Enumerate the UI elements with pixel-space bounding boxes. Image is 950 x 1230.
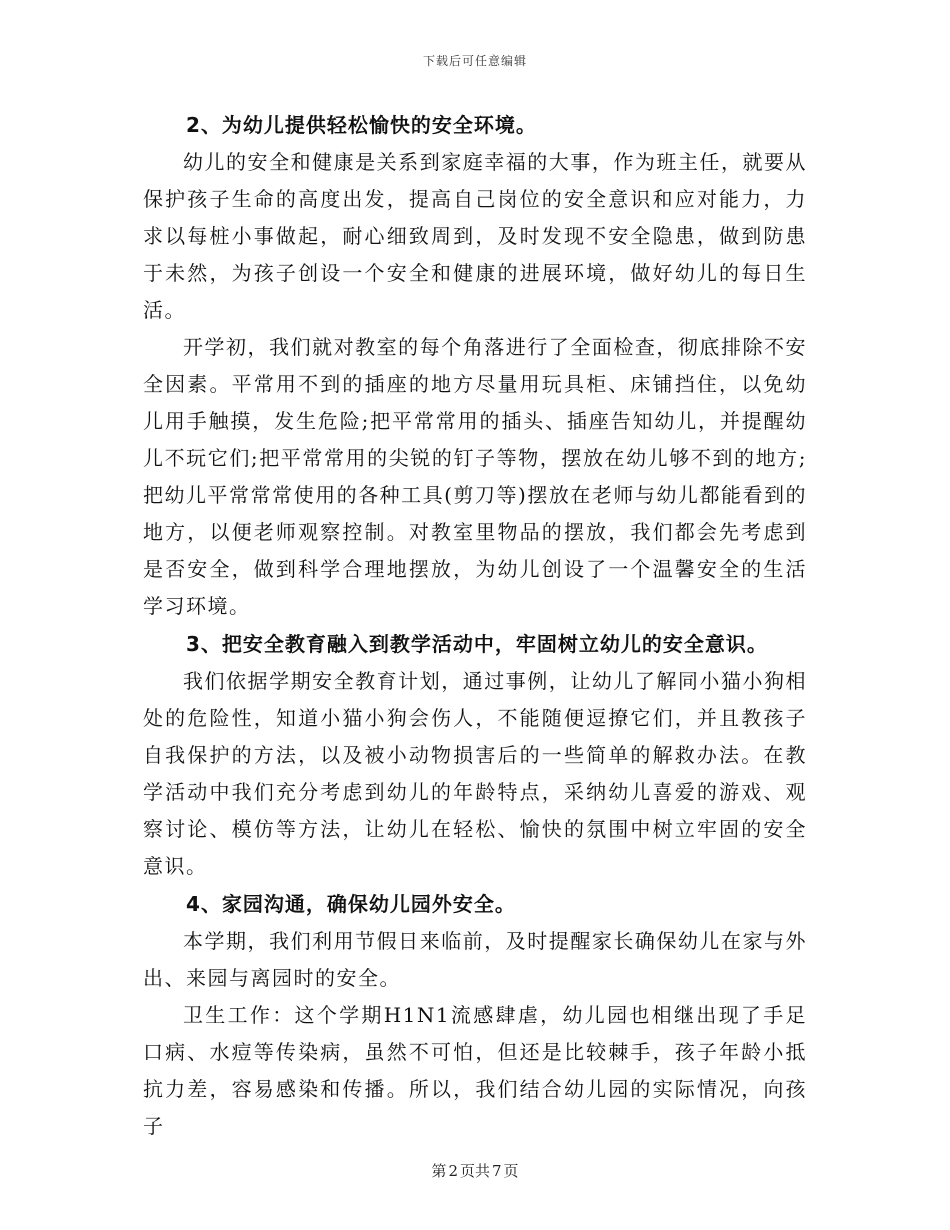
footer-middle: 页共 bbox=[459, 1162, 490, 1180]
body-paragraph: 幼儿的安全和健康是关系到家庭幸福的大事，作为班主任，就要从保护孩子生命的高度出发，提高自己岗位的安全意识和应对能力，力求以每桩小事做起，耐心细致周到，及时发现不安全隐患，做到防患于未然，为孩子创设一个安全和健康的进展环境，做好幼儿的每日生活。 bbox=[143, 150, 807, 322]
section-heading: 4、家园沟通，确保幼儿园外安全。 bbox=[186, 892, 516, 916]
page-number: 2 bbox=[448, 1162, 458, 1180]
section-3 bbox=[143, 625, 807, 885]
footer-prefix: 第 bbox=[431, 1162, 447, 1180]
section-heading: 3、把安全教育融入到教学活动中，牢固树立幼儿的安全意识。 bbox=[186, 632, 768, 656]
section-heading: 2、为幼儿提供轻松愉快的安全环境。 bbox=[186, 113, 537, 137]
section-4 bbox=[143, 885, 807, 1145]
footer-suffix: 页 bbox=[503, 1162, 519, 1180]
section-2 bbox=[143, 106, 807, 625]
body-paragraph: 我们依据学期安全教育计划，通过事例，让幼儿了解同小猫小狗相处的危险性，知道小猫小狗会伤人，不能随便逗撩它们，并且教孩子自我保护的方法，以及被小动物损害后的一些简单的解救办法。在教学活动中我们充分考虑到幼儿的年龄特点，采纳幼儿喜爱的游戏、观察讨论、模仿等方法，让幼儿在轻松、愉快的氛围中树立牢固的安全意识。 bbox=[143, 669, 807, 878]
body-paragraph: 卫生工作：这个学期H1N1流感肆虐，幼儿园也相继出现了手足口病、水痘等传染病，虽然不可怕，但还是比较棘手，孩子年龄小抵抗力差，容易感染和传播。所以，我们结合幼儿园的实际情况，向孩子 bbox=[143, 1003, 807, 1138]
body-paragraph: 本学期，我们利用节假日来临前，及时提醒家长确保幼儿在家与外出、来园与离园时的安全。 bbox=[143, 929, 807, 990]
body-paragraph: 开学初，我们就对教室的每个角落进行了全面检查，彻底排除不安全因素。平常用不到的插座的地方尽量用玩具柜、床铺挡住，以免幼儿用手触摸，发生危险;把平常常用的插头、插座告知幼儿，并提醒幼儿不玩它们;把平常常用的尖锐的钉子等物，摆放在幼儿够不到的地方;把幼儿平常常常使用的各种工具(剪刀等)摆放在老师与幼儿都能看到的地方，以便老师观察控制。对教室里物品的摆放，我们都会先考虑到是否安全，做到科学合理地摆放，为幼儿创设了一个温馨安全的生活学习环境。 bbox=[143, 335, 807, 618]
document-body bbox=[143, 106, 807, 1145]
page-header-note: 下载后可任意编辑 bbox=[422, 54, 527, 68]
page-total: 7 bbox=[492, 1162, 502, 1180]
page-footer bbox=[0, 1160, 950, 1181]
